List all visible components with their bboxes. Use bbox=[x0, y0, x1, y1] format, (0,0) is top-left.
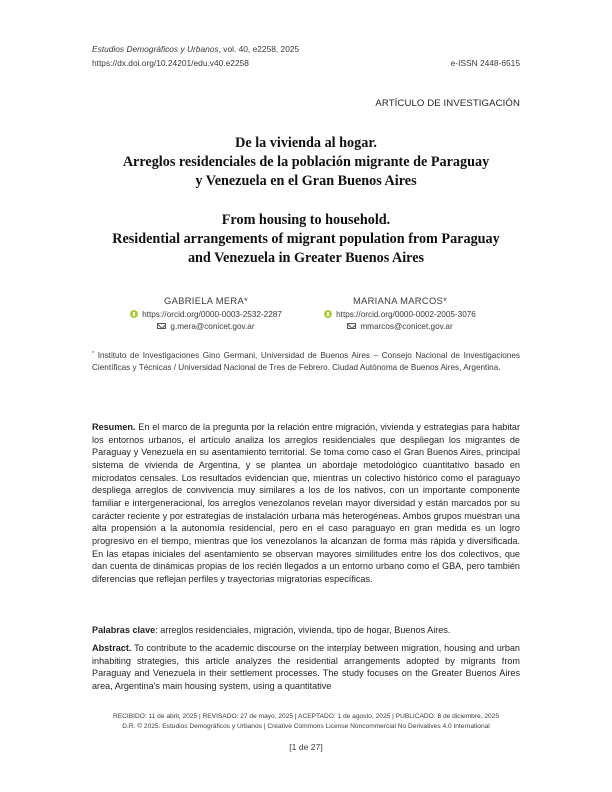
author-orcid-row bbox=[290, 308, 510, 320]
title-en-line: and Venezuela in Greater Buenos Aires bbox=[187, 249, 425, 266]
title-es-line: y Venezuela en el Gran Buenos Aires bbox=[195, 172, 417, 189]
affiliation-text: Instituto de Investigaciones Gino Germani, Universidad de Buenos Aires – Consejo Nacional de Investigaciones Científicas y Técnicas / Universidad Nacional de Tres de Febrero. Ciudad Autónoma de Buenos Aires, Argentina. bbox=[92, 351, 520, 373]
keywords-text: : arreglos residenciales, migración, vivienda, tipo de hogar, Buenos Aires. bbox=[155, 625, 451, 635]
license-notice: D.R. © 2025. Estudios Demográficos y Urbanos | Creative Commons License Noncommercial No Derivatives 4.0 International bbox=[122, 723, 490, 730]
journal-citation bbox=[92, 44, 520, 54]
affiliation-mark: * bbox=[92, 351, 95, 357]
author-email-row bbox=[290, 320, 510, 332]
abstract-en-label: Abstract. bbox=[92, 643, 132, 653]
orcid-link[interactable]: https://orcid.org/0000-0003-2532-2287 bbox=[142, 309, 282, 319]
author-name: GABRIELA MERA* bbox=[164, 295, 248, 306]
orcid-icon bbox=[324, 310, 332, 318]
doi-row bbox=[92, 58, 520, 68]
author-block bbox=[96, 295, 316, 332]
orcid-link[interactable]: https://orcid.org/0000-0002-2005-3076 bbox=[336, 309, 476, 319]
section-label: ARTÍCULO DE INVESTIGACIÓN bbox=[375, 98, 520, 109]
orcid-icon bbox=[130, 310, 138, 318]
title-spanish bbox=[70, 134, 542, 190]
journal-name: Estudios Demográficos y Urbanos bbox=[92, 44, 219, 54]
author-email-row bbox=[96, 320, 316, 332]
abstract-es-text: En el marco de la pregunta por la relación entre migración, vivienda y estrategias para habitar los entornos urbanos, el artículo analiza los arreglos residenciales que despliegan los migrantes de Paraguay y Venezuela en su asentamiento territorial. Se toma como caso el Gran Buenos Aires, principal sistema de vivienda de Argentina, y se plantea un abordaje metodológico cuantitativo basado en microdatos censales. Los resultados evidencian que, mientras un colectivo histórico como el paraguayo despliega arreglos de convivencia muy similares a los de los nativos, con un importante componente familiar e intergeneracional, los arreglos venezolanos revelan mayor diversidad y están marcados por su carácter reciente y por estrategias de instalación urbana más heterogéneas. Ambos grupos muestran una alta propensión a la autonomía residencial, pero en el caso paraguayo en gran medida es un logro progresivo en el tiempo, mientras que los venezolanos la alcanzan de forma más rápida y diversificada. En las etapas iniciales del asentamiento se observan mayores similitudes entre los dos colectivos, que dan cuenta de dinámicas propias de los recién llegados a un entorno urbano como el GBA, pero también diferencias que reflejan perfiles y trayectorias migratorias específicas. bbox=[92, 422, 520, 584]
publication-dates: RECIBIDO: 11 de abril, 2025 | REVISADO: 27 de mayo, 2025 | ACEPTADO: 1 de agosto, 2025 | PUBLICADO: 8 de diciembre, 2025 bbox=[112, 713, 500, 720]
title-en-line: Residential arrangements of migrant population from Paraguay bbox=[112, 230, 500, 247]
email-link[interactable]: g.mera@conicet.gov.ar bbox=[170, 321, 255, 331]
author-block bbox=[290, 295, 510, 332]
title-es-line: De la vivienda al hogar. bbox=[235, 135, 377, 151]
email-link[interactable]: mmarcos@conicet.gov.ar bbox=[360, 321, 453, 331]
abstract-spanish bbox=[92, 421, 520, 586]
keywords bbox=[92, 624, 520, 637]
envelope-icon bbox=[347, 323, 356, 329]
issn: e-ISSN 2448-6515 bbox=[450, 58, 520, 68]
doi-link[interactable]: https://dx.doi.org/10.24201/edu.v40.e2258 bbox=[92, 58, 249, 68]
title-english bbox=[70, 211, 542, 267]
title-es-line: Arreglos residenciales de la población migrante de Paraguay bbox=[122, 153, 490, 170]
volume-info: , vol. 40, e2258, 2025 bbox=[218, 44, 300, 54]
abstract-english bbox=[92, 642, 520, 693]
envelope-icon bbox=[157, 323, 166, 329]
keywords-label: Palabras clave bbox=[92, 625, 156, 635]
affiliation bbox=[92, 348, 520, 375]
abstract-en-text: To contribute to the academic discourse on the interplay between migration, housing and urban inhabiting strategies, this article analyzes the residential arrangements adopted by migrants from Paraguay and Venezuela in their settlement processes. The study focuses on the Greater Buenos Aires area, Argentina's main housing system, using a quantitative bbox=[92, 643, 520, 691]
author-name: MARIANA MARCOS* bbox=[352, 295, 448, 306]
page-number: [1 de 27] bbox=[289, 742, 323, 752]
abstract-es-label: Resumen. bbox=[92, 422, 136, 432]
author-orcid-row bbox=[96, 308, 316, 320]
title-en-line: From housing to household. bbox=[221, 212, 391, 228]
